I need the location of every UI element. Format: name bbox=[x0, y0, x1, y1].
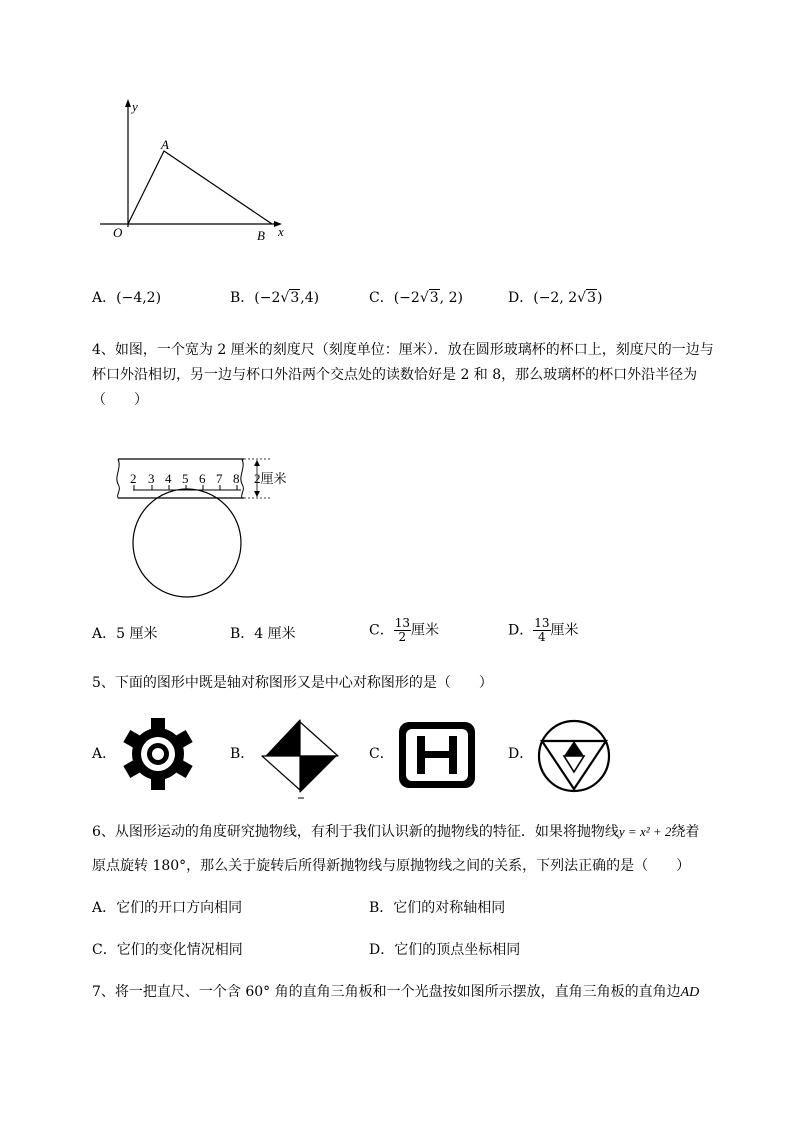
q4-option-a[interactable]: A．5 厘米 bbox=[92, 626, 158, 642]
q3-option-b[interactable] bbox=[230, 288, 319, 308]
label-x: x bbox=[278, 224, 284, 239]
q3-option-b-label: B． bbox=[230, 290, 255, 306]
q3-option-b-pre: (−2 bbox=[254, 290, 281, 306]
fraction bbox=[533, 617, 550, 644]
q6-stem-line2: 原点旋转 180°，那么关于旋转后所得新抛物线与原抛物线之间的关系，下列法正确的是（ ） bbox=[92, 858, 691, 874]
fraction-denominator: 4 bbox=[538, 630, 546, 644]
q4-option-c[interactable] bbox=[369, 617, 439, 644]
label-a: A bbox=[161, 137, 169, 152]
q4-ruler-cup-figure bbox=[112, 452, 292, 600]
tick-label-7: 7 bbox=[216, 471, 223, 486]
q5-option-b-label[interactable]: B． bbox=[230, 746, 255, 762]
q3-option-c-pre: (−2 bbox=[393, 290, 420, 306]
q5-stem: 5、下面的图形中既是轴对称图形又是中心对称图形的是（ ） bbox=[92, 675, 493, 691]
q3-option-c-label: C． bbox=[369, 290, 394, 306]
q3-option-c-post: , 2) bbox=[439, 290, 463, 306]
q3-option-d[interactable] bbox=[508, 288, 602, 308]
q6-option-d[interactable]: D．它们的顶点坐标相同 bbox=[369, 942, 521, 958]
gear-icon[interactable] bbox=[120, 716, 196, 792]
q3-option-d-label: D． bbox=[508, 290, 534, 306]
label-y: y bbox=[132, 99, 138, 114]
q3-option-b-post: ,4) bbox=[300, 290, 320, 306]
q5-option-d-label[interactable]: D． bbox=[508, 746, 534, 762]
pinwheel-icon[interactable] bbox=[258, 716, 342, 800]
q4-stem-line2: 杯口外沿相切，另一边与杯口外沿两个交点处的读数恰好是 2 和 8，那么玻璃杯的杯口外沿半径为 bbox=[92, 367, 698, 383]
q4-option-d-unit: 厘米 bbox=[550, 622, 579, 639]
sqrt-icon: √ bbox=[419, 290, 429, 306]
tick-label-2: 2 bbox=[130, 471, 137, 486]
q5-option-a-label[interactable]: A． bbox=[92, 746, 117, 762]
q3-triangle-figure bbox=[95, 95, 305, 250]
fraction bbox=[394, 617, 411, 644]
honda-logo-icon[interactable] bbox=[397, 720, 477, 790]
fraction-denominator: 2 bbox=[398, 630, 407, 644]
tick-label-5: 5 bbox=[182, 471, 189, 486]
q4-option-b[interactable]: B．4 厘米 bbox=[230, 626, 296, 642]
q4-option-d[interactable] bbox=[508, 617, 579, 644]
q3-option-c-radicand: 3 bbox=[429, 290, 439, 306]
triangle-circle-logo-icon[interactable] bbox=[536, 718, 612, 794]
tick-label-4: 4 bbox=[165, 471, 172, 486]
fraction-numerator: 13 bbox=[534, 616, 550, 630]
q6-option-a[interactable]: A．它们的开口方向相同 bbox=[92, 900, 243, 916]
q4-stem-line1: 4、如图，一个宽为 2 厘米的刻度尺（刻度单位：厘米）．放在圆形玻璃杯的杯口上，刻度尺的一边与 bbox=[92, 342, 714, 358]
triangle-oab bbox=[128, 151, 272, 224]
cup-rim-circle bbox=[133, 489, 241, 597]
width-dim-arrow-down bbox=[254, 491, 260, 497]
q4-option-d-label: D． bbox=[508, 622, 534, 639]
q3-option-a[interactable] bbox=[92, 288, 161, 308]
q3-option-d-pre: (−2, 2 bbox=[533, 290, 578, 306]
q3-option-c[interactable] bbox=[369, 288, 463, 308]
q4-option-c-label: C． bbox=[369, 622, 394, 639]
q7-stem bbox=[92, 982, 699, 1003]
q7-stem-text: 7、将一把直尺、一个含 60° 角的直角三角板和一个光盘按如图所示摆放，直角三角板的直角边 bbox=[92, 984, 681, 1000]
q4-option-c-unit: 厘米 bbox=[411, 622, 439, 639]
q3-option-a-value: (−4,2) bbox=[116, 290, 162, 306]
q7-var: AD bbox=[680, 985, 700, 1000]
q6-stem-post: 绕着 bbox=[671, 824, 700, 840]
q3-option-d-radicand: 3 bbox=[587, 290, 596, 306]
ruler-left-break bbox=[117, 459, 120, 498]
width-label: 2厘米 bbox=[254, 471, 287, 486]
y-axis-arrow bbox=[125, 99, 131, 107]
tick-label-3: 3 bbox=[148, 471, 155, 486]
q3-option-a-label: A． bbox=[92, 290, 117, 306]
q3-option-b-radicand: 3 bbox=[290, 290, 300, 306]
q6-formula: y = x² + 2 bbox=[618, 824, 672, 839]
ruler-right-break bbox=[241, 459, 244, 498]
tick-label-8: 8 bbox=[233, 471, 240, 486]
sqrt-icon: √ bbox=[577, 290, 587, 306]
width-dim-arrow-up bbox=[254, 460, 260, 466]
q4-stem-line3: （ ） bbox=[92, 392, 148, 408]
label-o: O bbox=[113, 225, 123, 240]
q6-stem-pre: 6、从图形运动的角度研究抛物线，有利于我们认识新的抛物线的特征．如果将抛物线 bbox=[92, 824, 619, 840]
q5-option-c-label[interactable]: C． bbox=[369, 746, 394, 762]
sqrt-icon: √ bbox=[280, 290, 290, 306]
q6-option-c[interactable]: C．它们的变化情况相同 bbox=[92, 942, 243, 958]
q6-stem-line1 bbox=[92, 822, 699, 842]
q6-option-b[interactable]: B．它们的对称轴相同 bbox=[369, 900, 506, 916]
label-b: B bbox=[257, 228, 265, 243]
fraction-numerator: 13 bbox=[394, 616, 410, 630]
q3-option-d-post: ) bbox=[597, 290, 603, 306]
tick-label-6: 6 bbox=[199, 471, 206, 486]
